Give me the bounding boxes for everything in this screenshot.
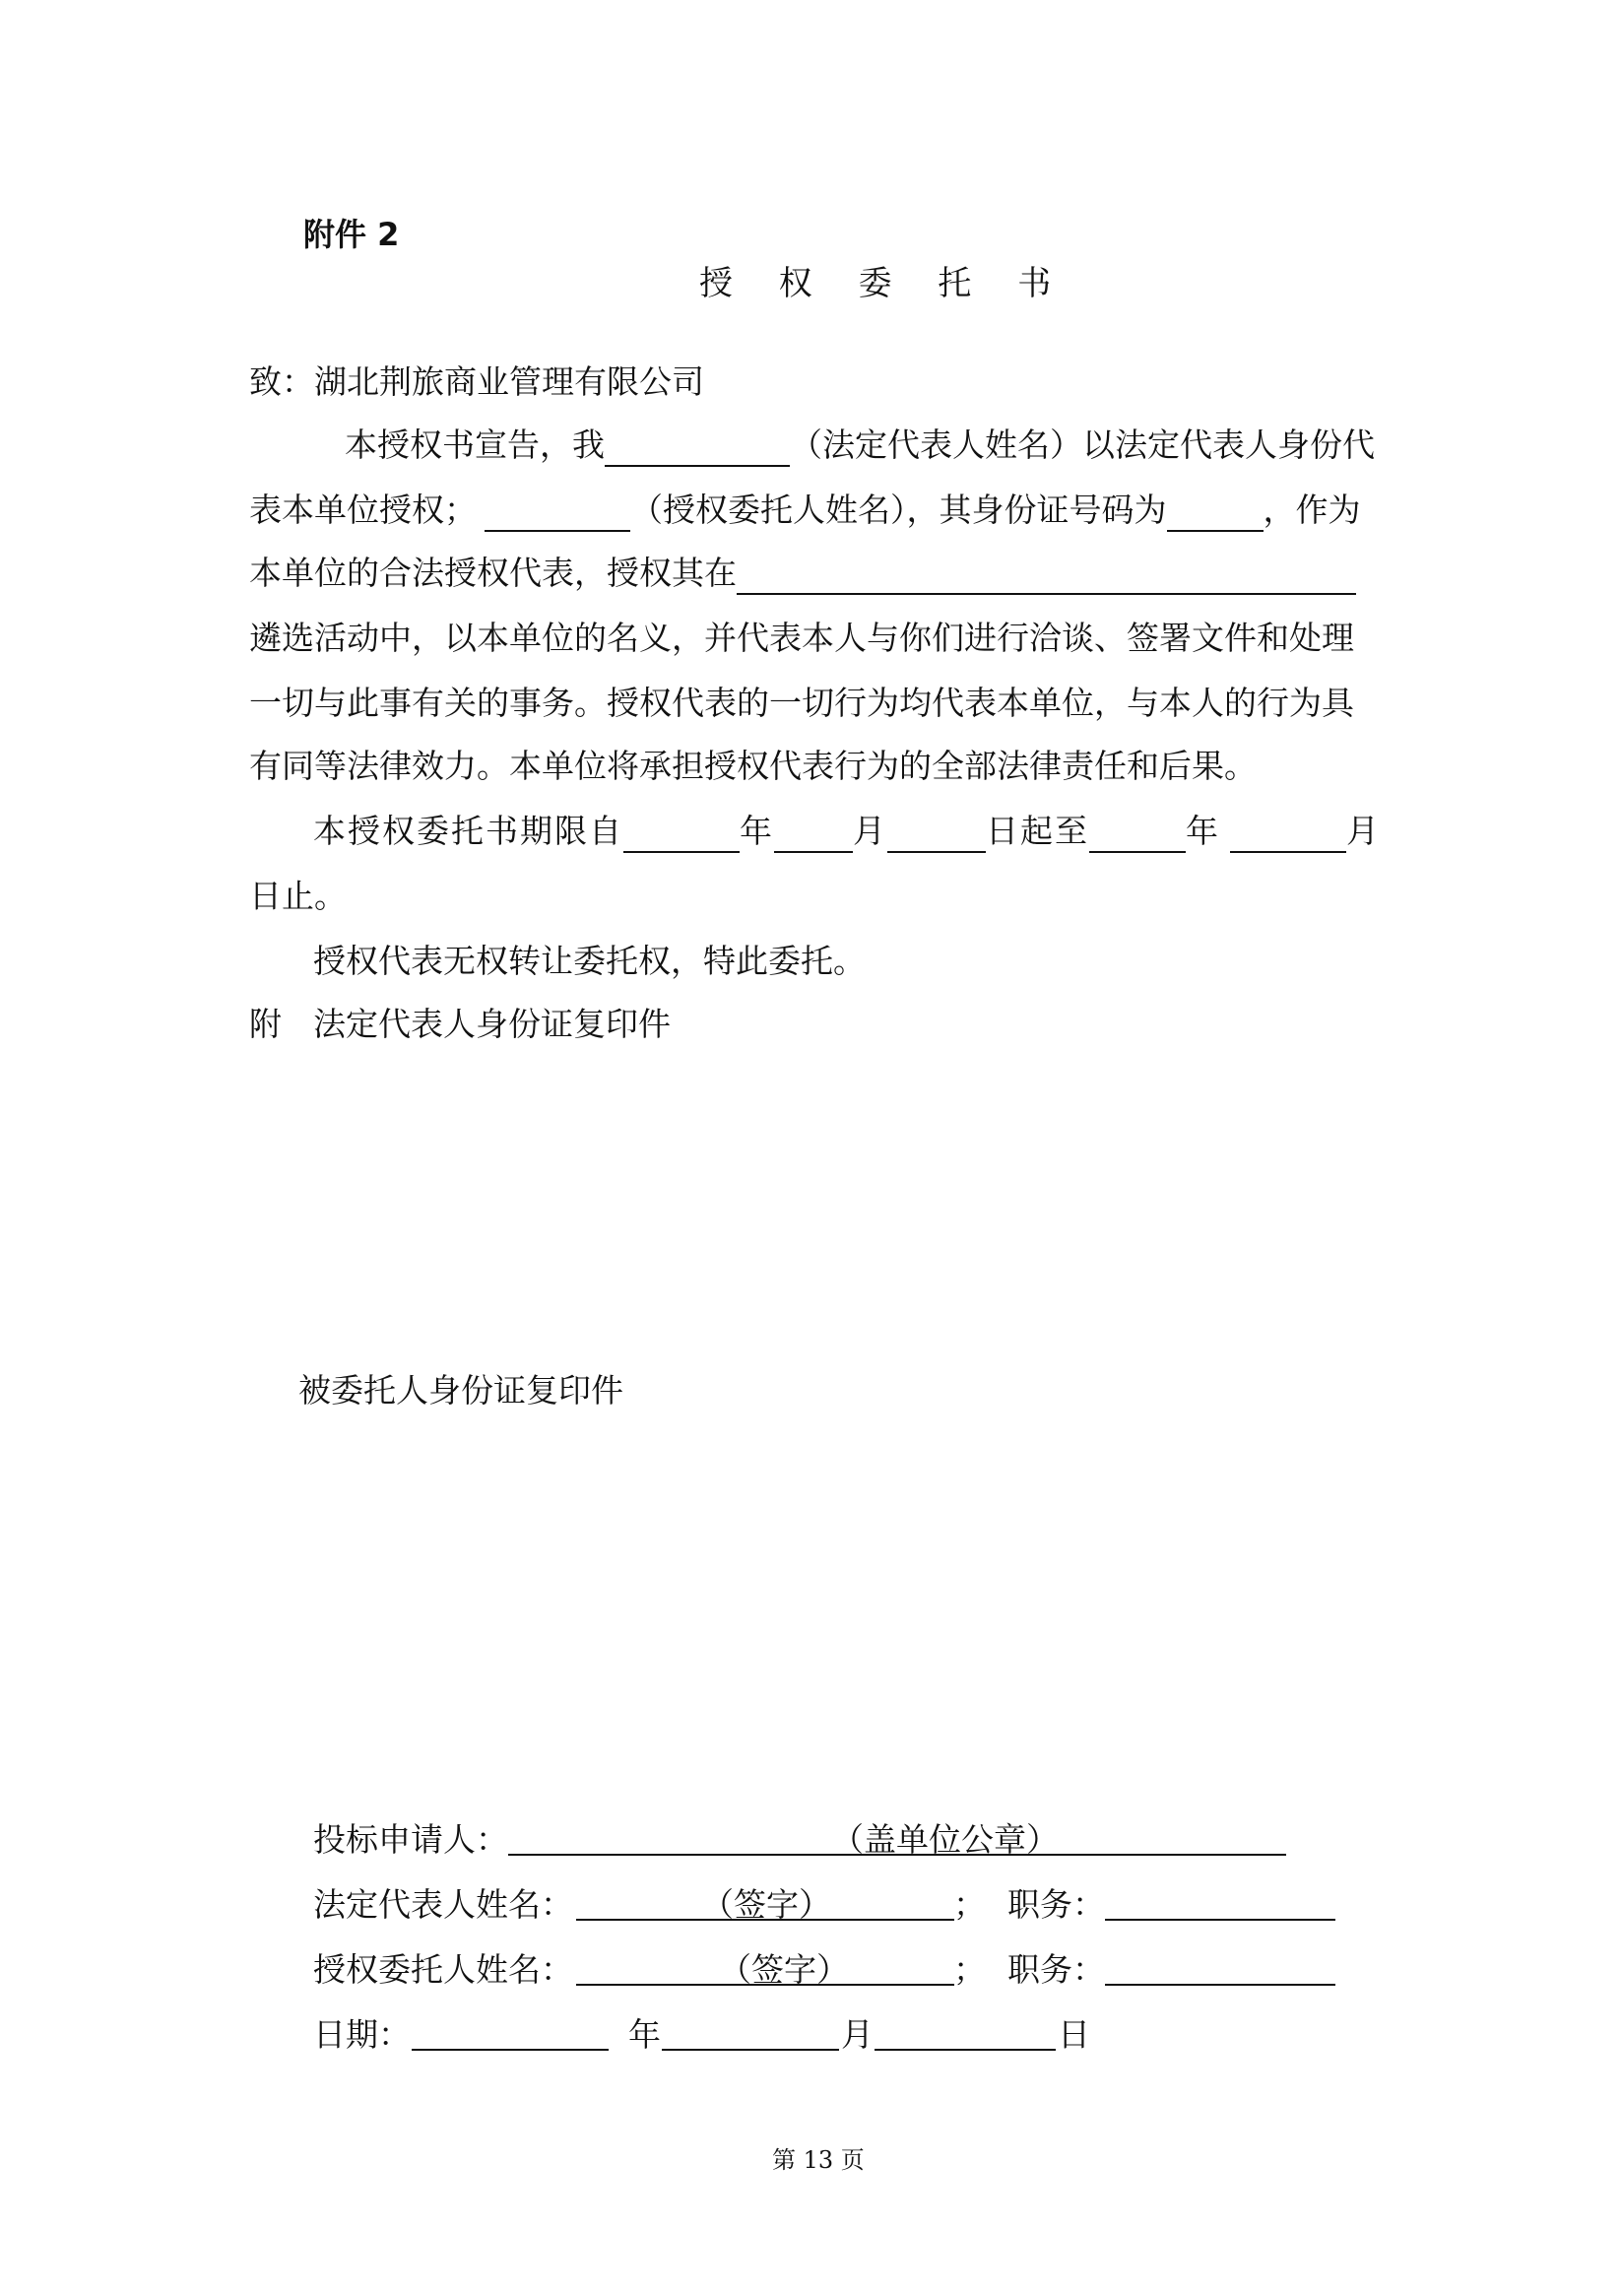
recipient-line: 致：湖北荆旅商业管理有限公司 xyxy=(249,362,704,401)
p2-text-a: 本授权委托书期限自 xyxy=(313,812,623,850)
attachment-item-legal-rep-id: 法定代表人身份证复印件 xyxy=(313,1005,671,1043)
end-year-blank[interactable] xyxy=(1089,818,1186,853)
applicant-seal-note: （盖单位公章） xyxy=(831,1820,1059,1859)
p1-text-f: 本单位的合法授权代表，授权其在 xyxy=(249,554,737,592)
date-day: 日 xyxy=(1058,2015,1090,2054)
paragraph-1-line-6: 有同等法律效力。本单位将承担授权代表行为的全部法律责任和后果。 xyxy=(249,747,1257,785)
p1-text-a: 本授权书宣告，我 xyxy=(345,426,605,464)
date-label: 日期： xyxy=(313,2015,411,2054)
date-year: 年 xyxy=(628,2015,661,2054)
applicant-label: 投标申请人： xyxy=(313,1820,508,1859)
attachment-item-agent-id: 被委托人身份证复印件 xyxy=(298,1371,623,1410)
date-month: 月 xyxy=(841,2015,874,2054)
end-month-blank[interactable] xyxy=(1230,818,1346,853)
p2-month2: 月 xyxy=(1346,812,1381,850)
agent-label: 授权委托人姓名： xyxy=(313,1950,573,1989)
agent-position-label: 职务： xyxy=(1007,1950,1105,1989)
paragraph-2-line-1 xyxy=(313,810,1381,853)
agent-position-line[interactable] xyxy=(1105,1984,1335,1986)
paragraph-1-line-1 xyxy=(345,424,1375,467)
paragraph-1-line-3 xyxy=(249,552,1356,595)
p2-day-from: 日起至 xyxy=(986,812,1089,850)
date-year-line[interactable] xyxy=(412,2049,609,2051)
date-day-line[interactable] xyxy=(875,2049,1056,2051)
attachment-prefix: 附 xyxy=(249,1005,282,1043)
paragraph-1-line-5: 一切与此事有关的事务。授权代表的一切行为均代表本单位，与本人的行为具 xyxy=(249,684,1354,722)
agent-name-blank[interactable] xyxy=(485,496,630,532)
legal-rep-signature-note: （签字） xyxy=(701,1885,831,1924)
id-number-blank[interactable] xyxy=(1167,496,1264,532)
legal-rep-name-blank[interactable] xyxy=(605,431,790,467)
p1-text-e: ，作为 xyxy=(1263,491,1361,529)
start-day-blank[interactable] xyxy=(887,818,986,853)
date-month-line[interactable] xyxy=(662,2049,839,2051)
agent-signature-note: （签字） xyxy=(719,1950,849,1989)
p2-month: 月 xyxy=(853,812,887,850)
p1-text-d: （授权委托人姓名），其身份证号码为 xyxy=(630,491,1167,529)
legal-rep-semicolon: ； xyxy=(953,1885,986,1924)
document-title: 授 权 委 托 书 xyxy=(699,264,1070,303)
paragraph-3: 授权代表无权转让委托权，特此委托。 xyxy=(313,942,866,980)
legal-rep-position-label: 职务： xyxy=(1007,1885,1105,1924)
paragraph-1-line-2 xyxy=(249,489,1361,532)
start-year-blank[interactable] xyxy=(623,818,740,853)
attachment-label: 附件 2 xyxy=(303,216,400,253)
paragraph-1-line-4: 遴选活动中，以本单位的名义，并代表本人与你们进行洽谈、签署文件和处理 xyxy=(249,619,1354,657)
agent-semicolon: ； xyxy=(953,1950,986,1989)
p1-text-b: （法定代表人姓名）以法定代表人身份代 xyxy=(790,426,1375,464)
start-month-blank[interactable] xyxy=(774,818,853,853)
p2-year: 年 xyxy=(740,812,774,850)
p1-text-c: 表本单位授权； xyxy=(249,491,477,529)
page-number: 第 13 页 xyxy=(772,2146,865,2174)
authorized-matter-blank[interactable] xyxy=(737,559,1356,595)
p2-year2: 年 xyxy=(1186,812,1220,850)
legal-rep-position-line[interactable] xyxy=(1105,1919,1335,1921)
legal-rep-label: 法定代表人姓名： xyxy=(313,1885,573,1924)
paragraph-2-line-2: 日止。 xyxy=(249,877,347,915)
